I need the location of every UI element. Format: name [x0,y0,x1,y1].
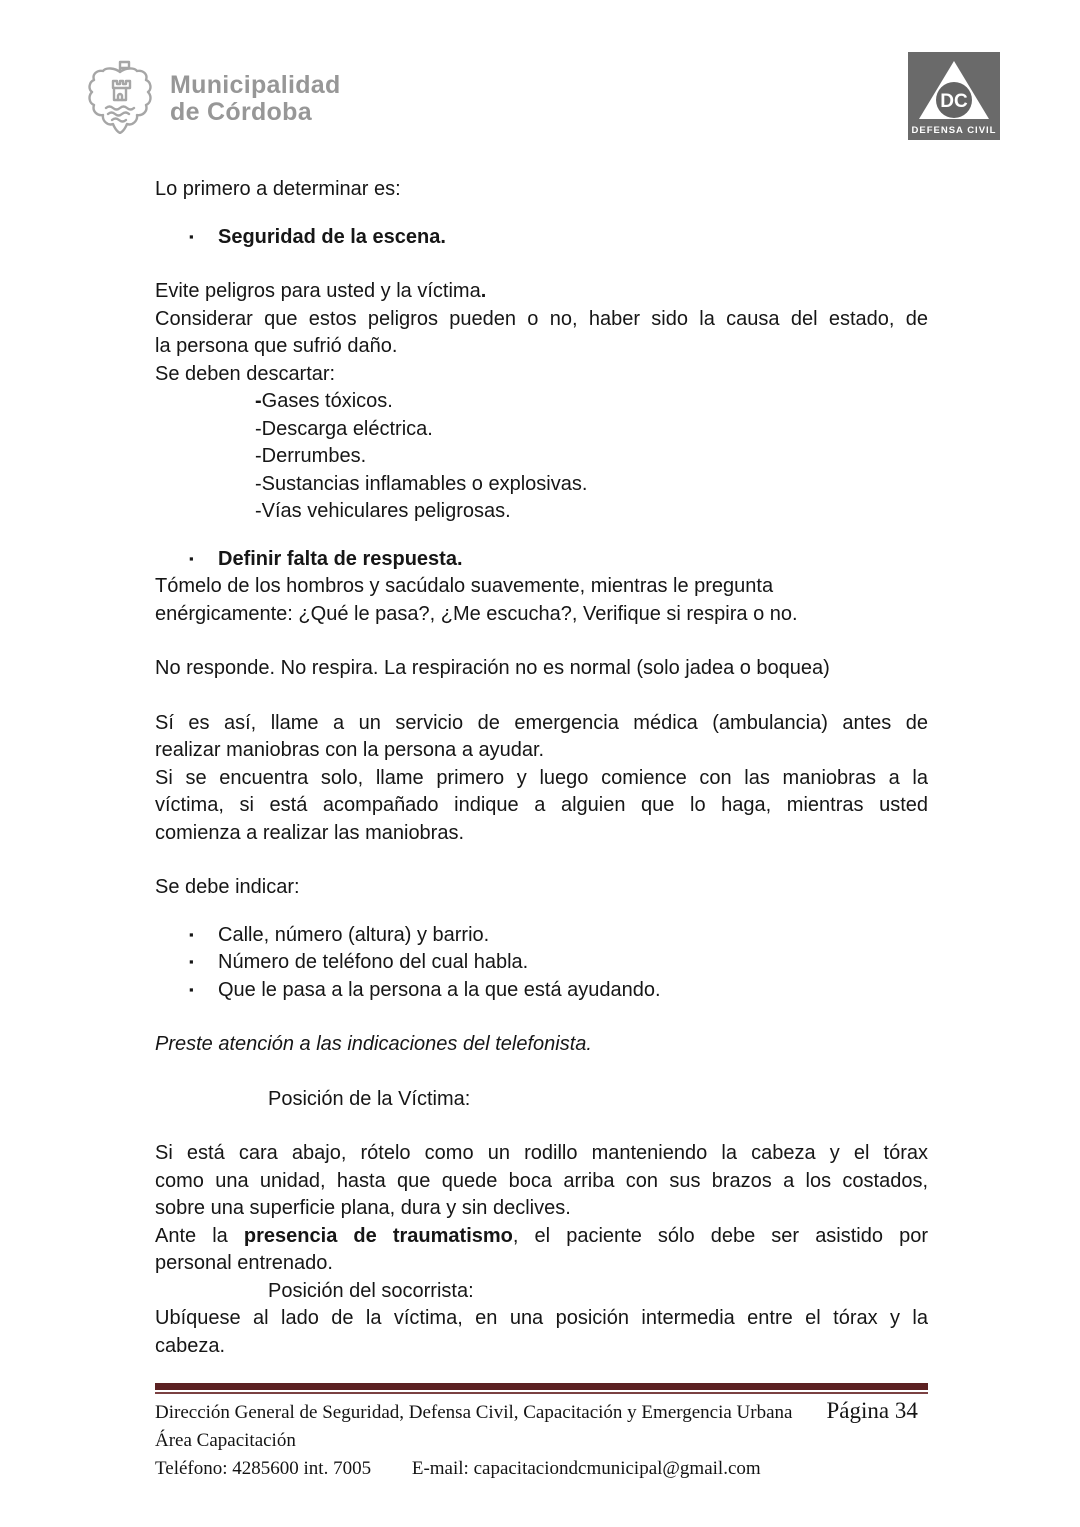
text-segment: como una unidad, hasta que quede boca arriba con sus brazos a los costados, [155,1169,928,1192]
bullet-item [155,224,928,252]
text-segment: Seguridad de la escena. [218,225,446,248]
text-segment: Se deben descartar: [155,362,336,385]
square-bullet-icon: ▪ [189,550,194,566]
dc-initials: DC [940,91,968,112]
paragraph-line [155,573,928,601]
footer-row3 [155,1455,928,1483]
paragraph-line [155,1195,928,1223]
text-segment: Lo primero a determinar es: [155,178,401,200]
text-segment: Que le pasa a la persona a la que está ayudando. [218,978,661,1001]
municipality-name-line1: Municipalidad [170,70,341,99]
text-segment: Evite peligros para usted y la víctima [155,280,481,302]
paragraph-line [155,737,928,765]
defensa-civil-logo [908,52,1000,140]
defensa-civil-icon [908,52,1000,140]
footer-email: E-mail: capacitaciondcmunicipal@gmail.com [411,1458,761,1479]
text-segment: -Descarga eléctrica. [255,417,433,440]
bullet-item [155,546,928,574]
bullet-item [155,922,928,950]
footer-area: Área Capacitación [155,1430,296,1451]
text-segment: sobre una superficie plana, dura y sin declives. [155,1197,571,1219]
spacer [155,902,928,922]
text-segment: Preste atención a las indicaciones del telefonista. [155,1033,592,1055]
spacer [155,1113,928,1140]
footer-row1 [155,1397,928,1427]
square-bullet-icon: ▪ [189,981,194,997]
text-segment: Número de teléfono del cual habla. [218,951,529,973]
municipality-name [170,72,341,126]
section-heading [155,1278,928,1306]
text-segment: -Vías vehiculares peligrosas. [255,500,511,522]
footer-rule-thick [155,1383,928,1390]
paragraph-line [155,765,928,793]
spacer [155,526,928,546]
bullet-item [155,977,928,1005]
text-segment: No responde. No respira. La respiración no es normal (solo jadea o boquea) [155,657,830,679]
paragraph-line [155,278,928,306]
text-segment: - [255,390,262,412]
municipality-crest-icon [86,58,154,139]
municipality-logo [86,58,341,139]
text-segment: Ante la [155,1224,244,1247]
paragraph-line [155,820,928,848]
dash-item [155,416,928,444]
dash-item [155,498,928,526]
spacer [155,847,928,874]
text-segment: . [480,280,487,302]
spacer [155,683,928,710]
paragraph-line [155,601,928,629]
text-segment: Si se encuentra solo, llame primero y luego comience con las maniobras a la [155,766,928,789]
paragraph-line [155,1223,928,1251]
text-segment: cabeza. [155,1334,226,1357]
paragraph-line [155,1333,928,1361]
spacer [155,1059,928,1086]
bullet-item [155,949,928,977]
text-segment: Posición de la Víctima: [268,1087,471,1110]
spacer [155,628,928,655]
text-segment: comienza a realizar las maniobras. [155,821,465,844]
text-segment: Sí es así, llame a un servicio de emergencia médica (ambulancia) antes de [155,711,928,734]
dash-item [155,388,928,416]
square-bullet-icon: ▪ [189,954,194,969]
text-segment: -Sustancias inflamables o explosivas. [255,472,588,495]
page-footer [155,1383,928,1483]
dash-item [155,443,928,471]
square-bullet-icon: ▪ [189,926,194,942]
text-segment: Gases tóxicos. [261,390,393,412]
text-segment: Ubíquese al lado de la víctima, en una posición intermedia entre el tórax y la [155,1307,928,1329]
paragraph-line [155,1305,928,1333]
paragraph-line [155,176,928,204]
text-segment: personal entrenado. [155,1252,333,1274]
paragraph-line [155,874,928,902]
paragraph-line [155,1140,928,1168]
footer-rule-thin [155,1392,928,1394]
text-segment: enérgicamente: ¿Qué le pasa?, ¿Me escucha?, Verifique si respira o no. [155,602,798,625]
spacer [155,251,928,278]
spacer [155,1004,928,1031]
document-body [155,176,928,1360]
text-segment: Se debe indicar: [155,876,300,898]
paragraph-line [155,1168,928,1196]
text-segment: , el paciente sólo debe ser asistido por [512,1224,929,1247]
paragraph-line [155,306,928,334]
text-segment: la persona que sufrió daño. [155,335,398,357]
text-segment: Calle, número (altura) y barrio. [218,923,490,946]
paragraph-line [155,792,928,820]
square-bullet-icon: ▪ [189,228,194,244]
paragraph-line [155,1031,928,1059]
paragraph-line [155,710,928,738]
paragraph-line [155,333,928,361]
paragraph-line [155,361,928,389]
text-segment: Definir falta de respuesta. [218,547,463,570]
text-segment: realizar maniobras con la persona a ayudar. [155,739,545,761]
footer-department: Dirección General de Seguridad, Defensa Civil, Capacitación y Emergencia Urbana [155,1402,793,1423]
text-segment: -Derrumbes. [255,445,367,467]
text-segment: Si está cara abajo, rótelo como un rodillo manteniendo la cabeza y el tórax [155,1142,928,1164]
text-segment: Tómelo de los hombros y sacúdalo suavemente, mientras le pregunta [155,575,774,597]
paragraph-line [155,655,928,683]
dc-label: DEFENSA CIVIL [911,125,997,136]
text-segment: Posición del socorrista: [268,1279,474,1302]
text-segment: Considerar que estos peligros pueden o no, haber sido la causa del estado, de [155,307,928,330]
paragraph-line [155,1250,928,1278]
section-heading [155,1086,928,1114]
municipality-name-line2: de Córdoba [170,97,312,126]
text-segment: presencia de traumatismo [243,1224,513,1247]
footer-text [155,1397,928,1483]
dash-item [155,471,928,499]
text-segment: víctima, si está acompañado indique a alguien que lo haga, mientras usted [155,794,928,816]
footer-phone: Teléfono: 4285600 int. 7005 [155,1458,372,1479]
spacer [155,204,928,224]
page-number: Página 34 [826,1398,918,1423]
